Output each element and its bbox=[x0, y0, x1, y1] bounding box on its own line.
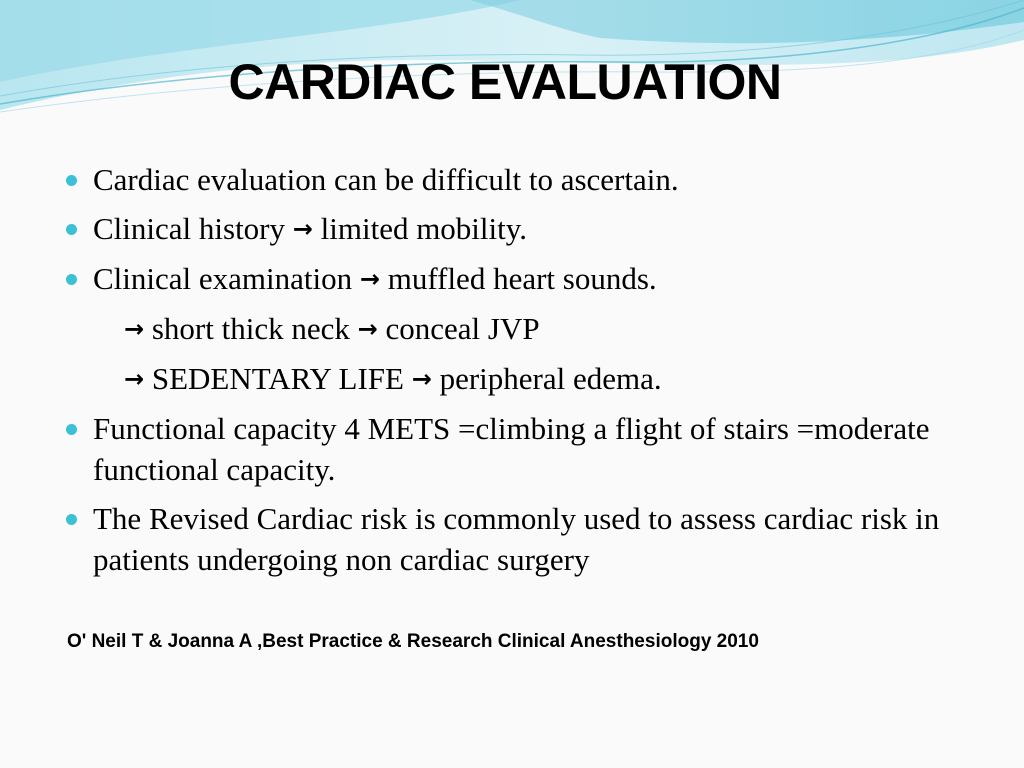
sub-text: SEDENTARY LIFE bbox=[144, 361, 412, 396]
bullet-text: The Revised Cardiac risk is commonly used to assess cardiac risk in patients undergoing non cardiac surgery bbox=[93, 501, 940, 577]
sub-text: conceal JVP bbox=[377, 311, 540, 346]
bullet-item bbox=[62, 159, 962, 200]
sub-item bbox=[62, 358, 962, 400]
sub-text: short thick neck bbox=[144, 311, 358, 346]
bullet-text: muffled heart sounds. bbox=[380, 261, 657, 296]
bullet-text: Clinical examination bbox=[93, 261, 360, 296]
slide-title: CARDIAC EVALUATION bbox=[228, 54, 782, 110]
bullet-item bbox=[62, 208, 962, 250]
teal-dot-bullet-icon bbox=[66, 224, 77, 235]
teal-dot-bullet-icon bbox=[66, 424, 77, 435]
bullet-text: Clinical history bbox=[93, 211, 293, 246]
bullet-text: Cardiac evaluation can be difficult to ascertain. bbox=[93, 162, 679, 197]
sub-item bbox=[62, 308, 962, 350]
right-arrow-icon: → bbox=[292, 215, 313, 243]
bullet-item bbox=[62, 258, 962, 300]
sub-text: peripheral edema. bbox=[431, 361, 662, 396]
bullet-text: limited mobility. bbox=[312, 211, 527, 246]
bullet-text: Functional capacity 4 METS =climbing a flight of stairs =moderate functional capacity. bbox=[93, 411, 930, 487]
citation: O' Neil T & Joanna A ,Best Practice & Research Clinical Anesthesiology 2010 bbox=[67, 631, 759, 652]
bullet-item bbox=[62, 498, 962, 580]
teal-dot-bullet-icon bbox=[66, 274, 77, 285]
right-arrow-icon: → bbox=[124, 315, 145, 343]
teal-dot-bullet-icon bbox=[66, 175, 77, 186]
bullet-item bbox=[62, 408, 962, 490]
right-arrow-icon: → bbox=[124, 365, 145, 393]
bullet-list bbox=[62, 159, 962, 588]
right-arrow-icon: → bbox=[411, 365, 432, 393]
right-arrow-icon: → bbox=[357, 315, 378, 343]
right-arrow-icon: → bbox=[359, 265, 380, 293]
teal-dot-bullet-icon bbox=[66, 514, 77, 525]
